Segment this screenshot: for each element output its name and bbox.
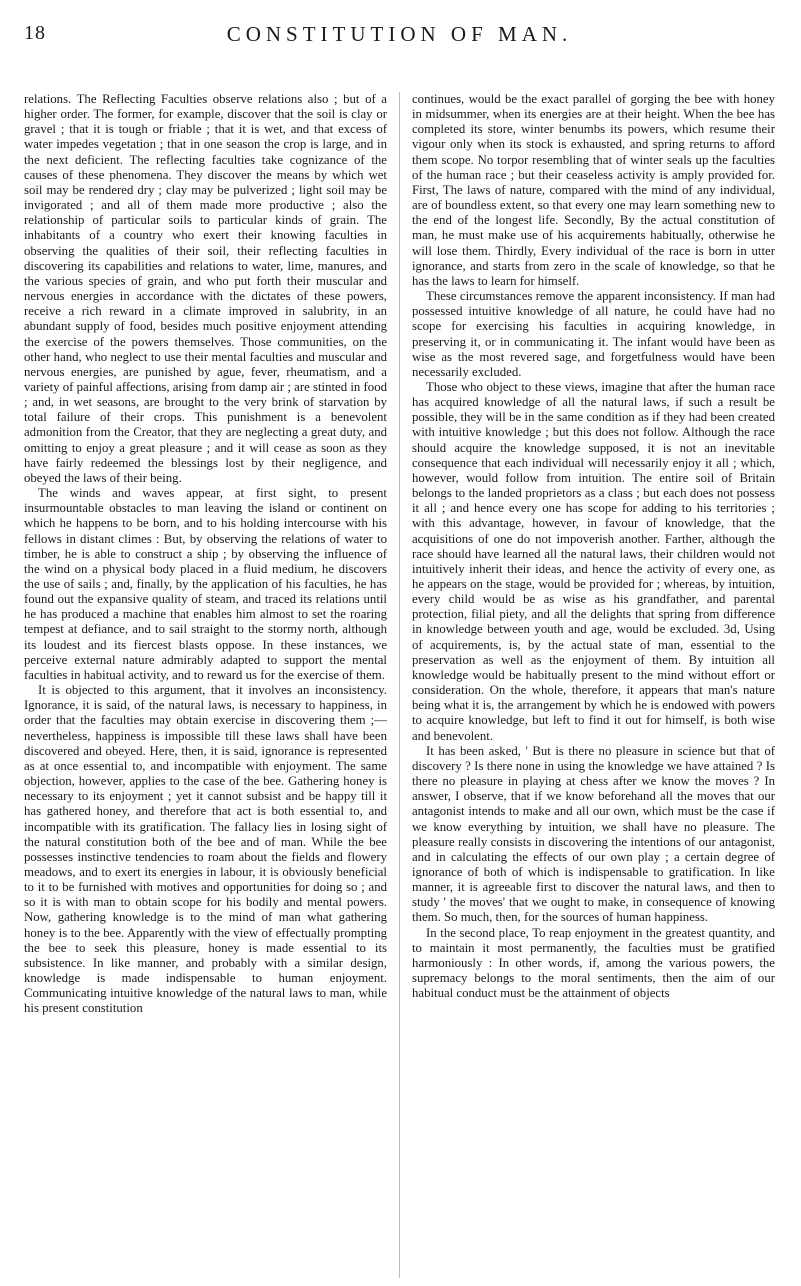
paragraph: It is objected to this argument, that it involves an inconsistency. Ignorance, it is said, of the natural laws, is necessary to happiness, in order that the faculties may obtain exercise in discovering them ;—nevertheless, happiness is impossible till these laws shall have been discovered and obeyed. Here, then, it is said, ignorance is represented as at once essential to, and incompatible with enjoyment. The same objection, however, applies to the case of the bee. Gathering honey is necessary to its enjoyment ; yet it cannot subsist and be happy till it has gathered honey, and therefore that act is both essential to, and incompatible with its gratification. The fallacy lies in losing sight of the natural constitution both of the bee and of man. While the bee possesses instinctive tendencies to roam about the fields and flowery meadows, and to exert its energies in labour, it is obviously beneficial to it to be furnished with motives and opportunities for doing so ; and so it is with man to obtain scope for his bodily and mental powers. Now, gathering knowledge is to the mind of man what gathering honey is to the bee. Apparently with the view of effectually prompting the bee to seek this pleasure, honey is made essential to its subsistence. In like manner, and probably with a similar design, knowledge is made indispensable to human enjoyment. Communicating intuitive knowledge of the natural laws to man, while his present constitution [24, 683, 387, 1016]
paragraph: These circumstances remove the apparent inconsistency. If man had possessed intuitive knowledge of all nature, he could have had no scope for exercising his faculties in acquiring knowledge, in preserving it, or in communicating it. The infant would have been as wise as the most revered sage, and forgetfulness would have been necessarily excluded. [412, 289, 775, 379]
paragraph: It has been asked, ' But is there no pleasure in science but that of discovery ? Is there none in using the knowledge we have attained ? Is there no pleasure in playing at chess after we know the moves ? In answer, I observe, that if we know beforehand all the moves that our antagonist intends to make and all our own, which must be the case if we know everything by intuition, we shall have no pleasure. The pleasure really consists in discovering the intentions of our antagonist, and in calculating the effects of our own play ; a certain degree of ignorance of both of which is indispensable to gratification. In like manner, it is agreeable first to discover the natural laws, and then to study ' the moves' that we ought to make, in consequence of knowing them. So much, then, for the sources of human happiness. [412, 743, 775, 925]
page-number: 18 [24, 22, 46, 44]
paragraph: continues, would be the exact parallel of gorging the bee with honey in midsummer, when its energies are at their height. When the bee has completed its store, winter benumbs its powers, which resume their vigour only when its stock is exhausted, and spring returns to afford them scope. No torpor resembling that of winter seals up the faculties of the human race ; but their ceaseless activity is amply provided for. First, The laws of nature, compared with the mind of any individual, are of boundless extent, so that every one may learn something new to the end of the longest life. Secondly, By the actual constitution of man, he must make use of his acquirements habitually, otherwise he will lose them. Thirdly, Every individual of the race is born in utter ignorance, and starts from zero in the scale of knowledge, so that he has the laws to learn for himself. [412, 92, 775, 288]
right-column [412, 92, 775, 1278]
paragraph: relations. The Reflecting Faculties observe relations also ; but of a higher order. The former, for example, discover that the soil is clay or gravel ; that it is tough or friable ; that it is wet, and that excess of water impedes vegetation ; that in one season the crop is large, and in the next deficient. The reflecting faculties take cognizance of the causes of these phenomena. They discover the means by which wet soil may be rendered dry ; clay may be pulverized ; light soil may be invigorated ; and all of them made more productive ; also the relationship of particular soils to particular kinds of grain. The inhabitants of a country who exert their knowing faculties in observing the qualities of their soil, their reflecting faculties in discovering its capabilities and relations to water, lime, manures, and the various species of grain, and who put forth their muscular and nervous energies in accordance with the dictates of these powers, receive a rich reward in a climate improved in salubrity, in an abundant supply of food, besides much positive enjoyment attending the exercise of the powers themselves. Those communities, on the other hand, who neglect to use their mental faculties and muscular and nervous energies, are punished by ague, fever, rheumatism, and a variety of painful affections, arising from damp air ; are stinted in food ; and, in wet seasons, are brought to the very brink of starvation by total failure of their crops. This punishment is a benevolent admonition from the Creator, that they are neglecting a great duty, and omitting to enjoy a great pleasure ; and it will cease as soon as they have fairly redeemed the blessings lost by their negligence, and obeyed the laws of their being. [24, 92, 387, 485]
paragraph: Those who object to these views, imagine that after the human race has acquired knowledge of all the natural laws, if such a result be possible, they will be in the same condition as if they had been created with intuitive knowledge ; but this does not follow. Although the race should acquire the knowledge supposed, it is not an inevitable consequence that each individual will necessarily enjoy it all ; which, however, would follow from intuition. The entire soil of Britain belongs to the landed proprietors as a class ; but each does not possess it all ; and hence every one has scope for adding to his territories ; with this advantage, however, in favour of knowledge, that the acquisitions of one do not impoverish another. Farther, although the race should have learned all the natural laws, their children would not intuitively inherit their ideas, and hence the activity of every one, as he appears on the stage, would be provided for ; whereas, by intuition, every child would be as wise as his grandfather, and parental protection, filial piety, and all the delights that spring from difference in knowledge between youth and age, would be excluded. 3d, Using of acquirements, is, by the actual state of man, essential to the preservation as well as the enjoyment of them. By intuition all knowledge would be habitually present to the mind without effort or consideration. On the whole, therefore, it appears that man's nature being what it is, the arrangement by which he is endowed with powers to acquire knowledge, but left to find it out for himself, is both wise and benevolent. [412, 379, 775, 743]
page-header [24, 22, 775, 62]
running-head: CONSTITUTION OF MAN. [226, 22, 573, 46]
column-divider [399, 92, 400, 1278]
left-column [24, 92, 387, 1278]
paragraph: The winds and waves appear, at first sight, to present insurmountable obstacles to man leaving the island or continent on which he happens to be born, and to his holding intercourse with his fellows in distant climes : But, by observing the relations of water to timber, he is able to construct a ship ; by observing the influence of the wind on a physical body placed in a fluid medium, he discovers the use of sails ; and, finally, by the application of his faculties, he has found out the expansive quality of steam, and traced its relations until he has produced a machine that enables him almost to set the roaring tempest at defiance, and to sail straight to the stormy north, although its loudest and its fiercest blasts oppose. In these instances, we perceive external nature admirably adapted to support the mental faculties in habitual activity, and to reward us for the exercise of them. [24, 486, 387, 682]
paragraph: In the second place, To reap enjoyment in the greatest quantity, and to maintain it most permanently, the faculties must be gratified harmoniously : In other words, if, among the various powers, the supremacy belongs to the moral sentiments, then the aim of our habitual conduct must be the attainment of objects [412, 925, 775, 1001]
text-columns [24, 92, 775, 1278]
